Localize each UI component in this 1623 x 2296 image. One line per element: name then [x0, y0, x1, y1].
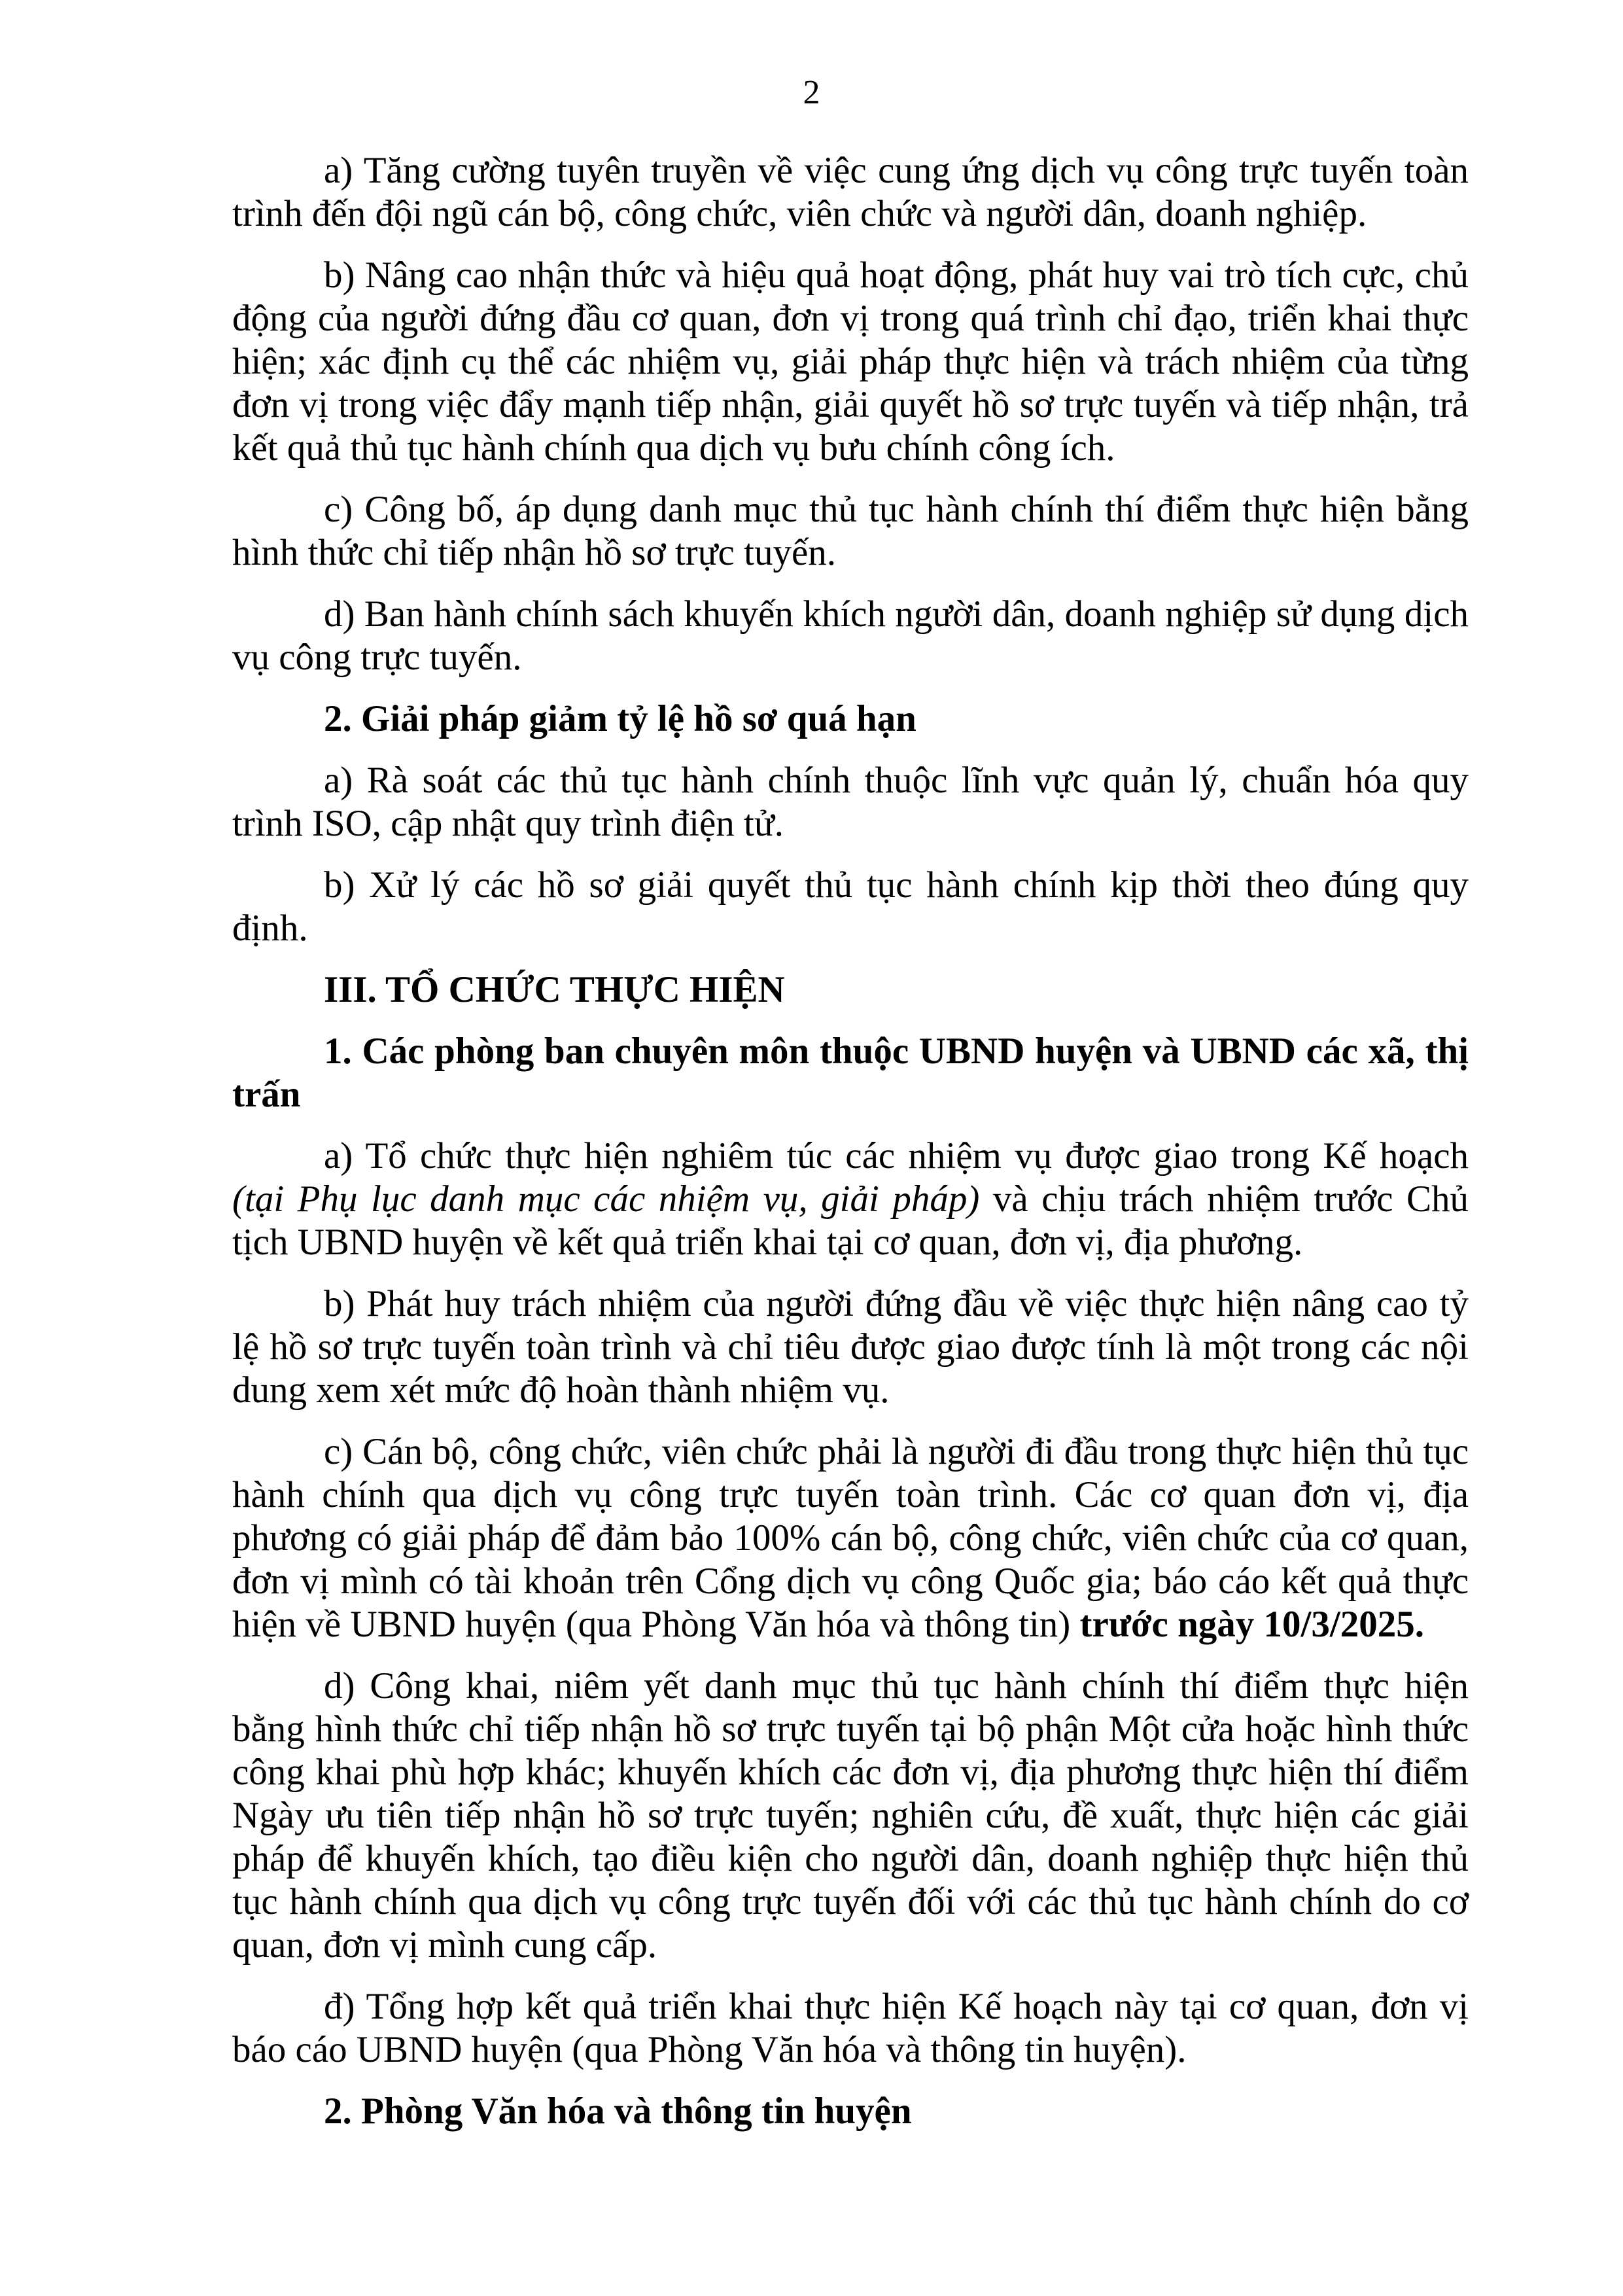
paragraph-c-officials — [232, 1430, 1469, 1646]
paragraph-d-policy: d) Ban hành chính sách khuyến khích người dân, doanh nghiệp sử dụng dịch vụ công trực tuyến. — [232, 593, 1469, 678]
paragraph-b-awareness: b) Nâng cao nhận thức và hiệu quả hoạt động, phát huy vai trò tích cực, chủ động của người đứng đầu cơ quan, đơn vị trong quá trình chỉ đạo, triển khai thực hiện; xác định cụ thể các nhiệm vụ, giải pháp thực hiện và trách nhiệm của từng đơn vị trong việc đẩy mạnh tiếp nhận, giải quyết hồ sơ trực tuyến và tiếp nhận, trả kết quả thủ tục hành chính qua dịch vụ bưu chính công ích. — [232, 255, 1469, 468]
text-run: a) Tổ chức thực hiện nghiêm túc các nhiệm vụ được giao trong Kế hoạch — [324, 1135, 1469, 1176]
paragraph-c-publish-list: c) Công bố, áp dụng danh mục thủ tục hành chính thí điểm thực hiện bằng hình thức chỉ tiếp nhận hồ sơ trực tuyến. — [232, 489, 1469, 573]
text-run: và chịu trách nhiệm trước Chủ tịch UBND huyện về kết quả triển khai tại cơ quan, đơn vị, địa phương. — [232, 1178, 1469, 1263]
paragraph-a-propaganda: a) Tăng cường tuyên truyền về việc cung ứng dịch vụ công trực tuyến toàn trình đến đội ngũ cán bộ, công chức, viên chức và người dân, doanh nghiệp. — [232, 150, 1469, 234]
bold-deadline-text: trước ngày 10/3/2025. — [1079, 1604, 1424, 1645]
text-run: c) Cán bộ, công chức, viên chức phải là người đi đầu trong thực hiện thủ tục hành chính qua dịch vụ công trực tuyến toàn trình. Các cơ quan đơn vị, địa phương có giải pháp để đảm bảo 100% cán bộ, công chức, viên chức của cơ quan, đơn vị mình có tài khoản trên Cổng dịch vụ công Quốc gia; báo cáo kết quả thực hiện về UBND huyện (qua Phòng Văn hóa và thông tin) — [232, 1431, 1469, 1645]
paragraph-a-review: a) Rà soát các thủ tục hành chính thuộc lĩnh vực quản lý, chuẩn hóa quy trình ISO, cập nhật quy trình điện tử. — [232, 760, 1469, 844]
paragraph-dd-summary: đ) Tổng hợp kết quả triển khai thực hiện Kế hoạch này tại cơ quan, đơn vị báo cáo UBND huyện (qua Phòng Văn hóa và thông tin huyện). — [232, 1986, 1469, 2070]
paragraph-b-responsibility: b) Phát huy trách nhiệm của người đứng đầu về việc thực hiện nâng cao tỷ lệ hồ sơ trực tuyến toàn trình và chỉ tiêu được giao được tính là một trong các nội dung xem xét mức độ hoàn thành nhiệm vụ. — [232, 1283, 1469, 1411]
section-heading-implementation: III. TỔ CHỨC THỰC HIỆN — [324, 969, 785, 1010]
paragraph-d-disclosure: d) Công khai, niêm yết danh mục thủ tục hành chính thí điểm thực hiện bằng hình thức chỉ tiếp nhận hồ sơ trực tuyến tại bộ phận Một cửa hoặc hình thức công khai phù hợp khác; khuyến khích các đơn vị, địa phương thực hiện thí điểm Ngày ưu tiên tiếp nhận hồ sơ trực tuyến; nghiên cứu, đề xuất, thực hiện các giải pháp để khuyến khích, tạo điều kiện cho người dân, doanh nghiệp thực hiện thủ tục hành chính qua dịch vụ công trực tuyến đối với các thủ tục hành chính do cơ quan, đơn vị mình cung cấp. — [232, 1665, 1469, 1966]
heading-overdue-solutions: 2. Giải pháp giảm tỷ lệ hồ sơ quá hạn — [324, 698, 916, 739]
heading-departments: 1. Các phòng ban chuyên môn thuộc UBND huyện và UBND các xã, thị trấn — [232, 1031, 1469, 1115]
italic-text-run: (tại Phụ lục danh mục các nhiệm vụ, giải pháp) — [232, 1178, 980, 1220]
page-number: 2 — [803, 74, 820, 111]
paragraph-a-organize — [232, 1135, 1469, 1264]
paragraph-b-process: b) Xử lý các hồ sơ giải quyết thủ tục hành chính kịp thời theo đúng quy định. — [232, 864, 1469, 949]
document-body — [232, 149, 1469, 2151]
heading-culture-office: 2. Phòng Văn hóa và thông tin huyện — [324, 2091, 912, 2132]
